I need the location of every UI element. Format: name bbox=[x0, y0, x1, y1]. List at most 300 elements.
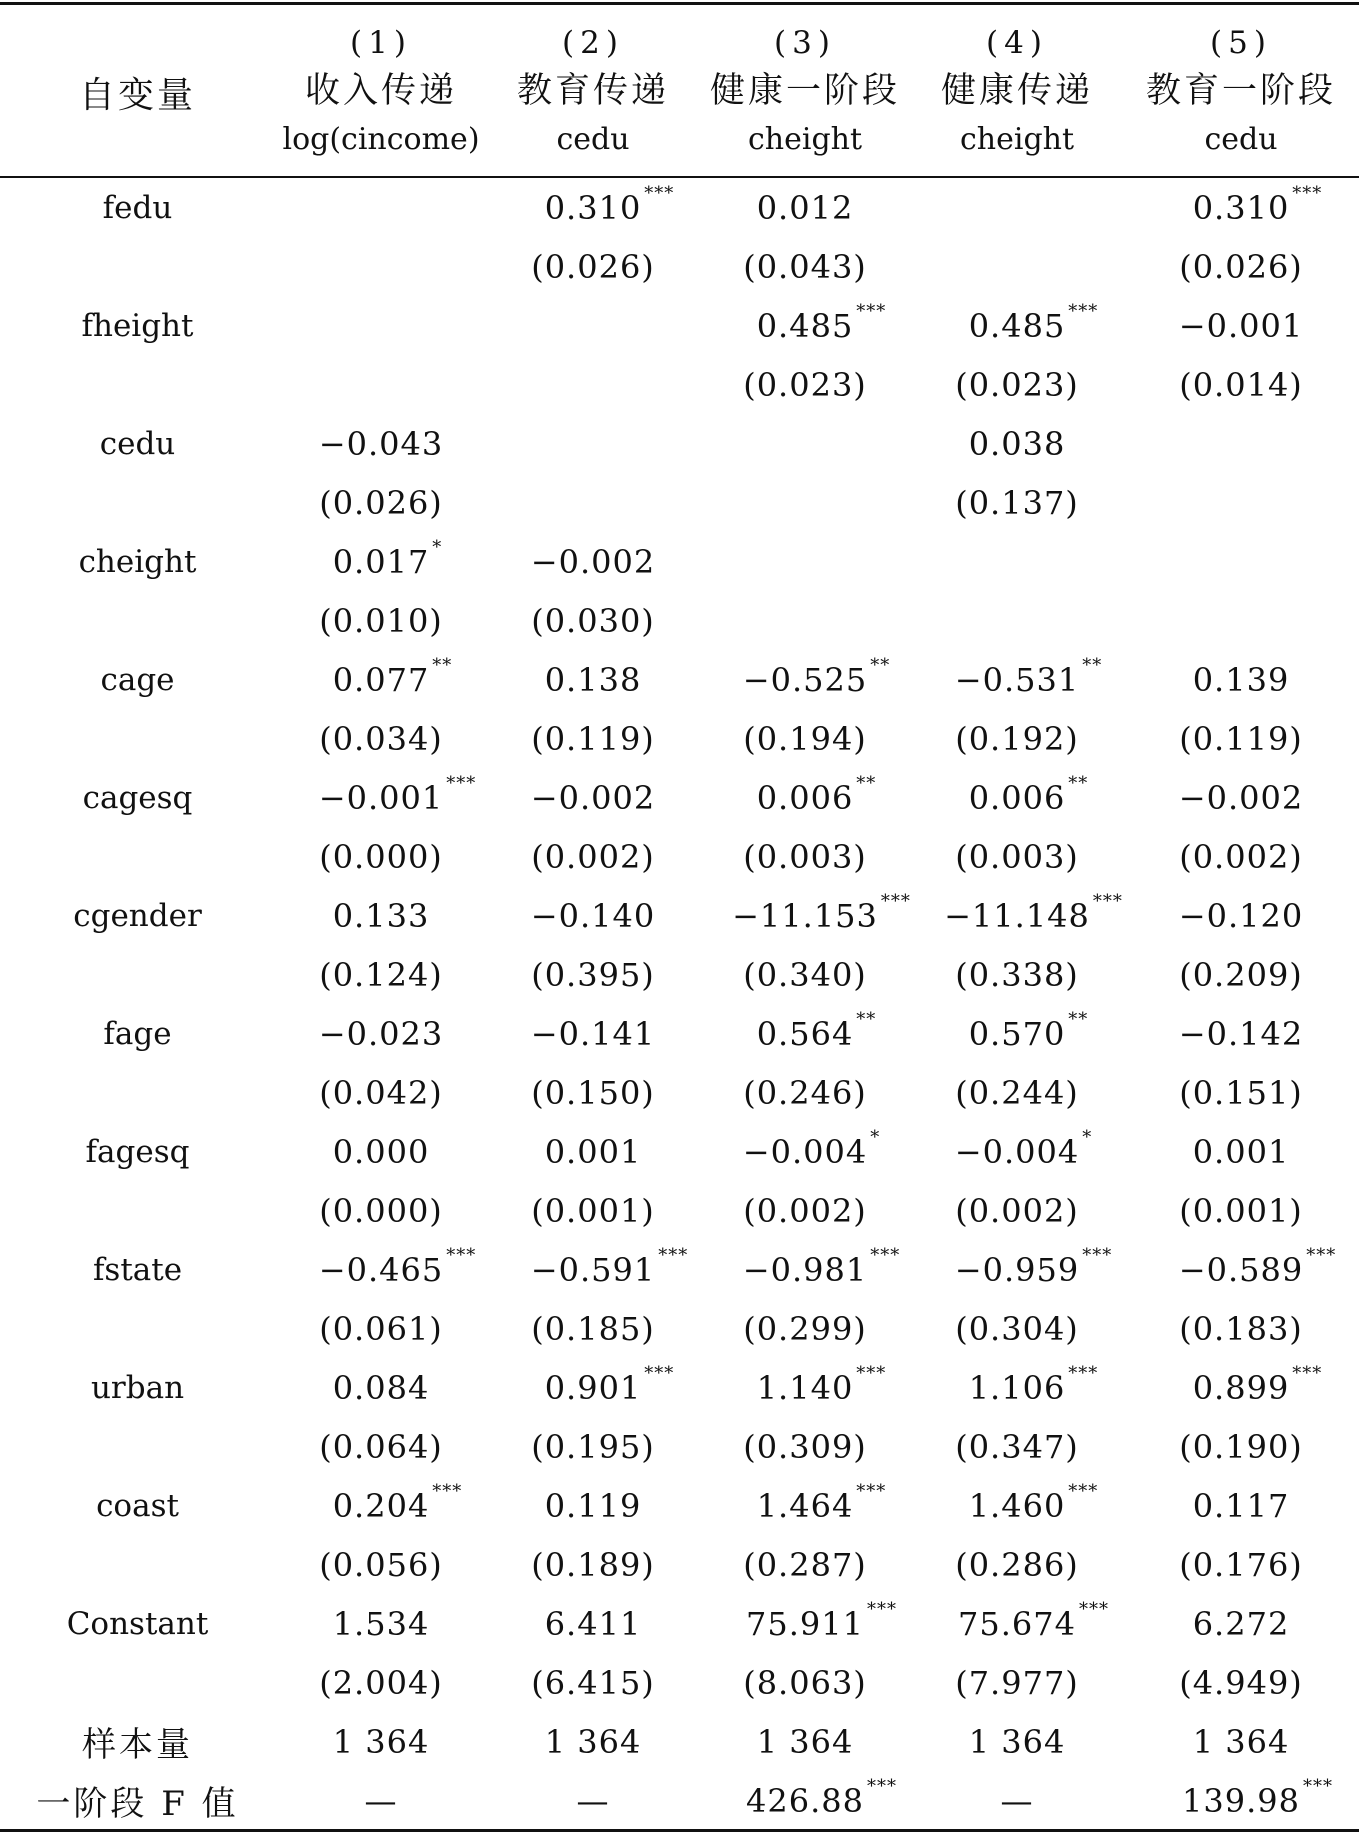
row-label-text: cage bbox=[100, 661, 175, 698]
standard-error-cell bbox=[1123, 945, 1359, 1004]
table-row-se bbox=[0, 1063, 1359, 1122]
coefficient-cell bbox=[487, 414, 699, 473]
significance-stars: *** bbox=[1068, 1362, 1099, 1384]
row-label-empty bbox=[0, 827, 275, 886]
standard-error-cell bbox=[487, 591, 699, 650]
standard-error-value: (0.299) bbox=[743, 1309, 867, 1348]
header-col-variable: log(cincome) bbox=[282, 122, 480, 157]
row-label bbox=[0, 296, 275, 355]
row-label-text: fheight bbox=[81, 307, 194, 344]
coefficient-cell bbox=[1123, 886, 1359, 945]
standard-error-value: (0.151) bbox=[1179, 1073, 1303, 1112]
coefficient-cell bbox=[699, 296, 911, 355]
table-row-coef bbox=[0, 886, 1359, 945]
coefficient-cell bbox=[1123, 1358, 1359, 1417]
coefficient-cell bbox=[699, 886, 911, 945]
row-label bbox=[0, 768, 275, 827]
header-col-name: 收入传递 bbox=[304, 71, 457, 111]
footer-value-cell bbox=[699, 1771, 911, 1830]
coefficient-cell bbox=[487, 178, 699, 237]
coefficient-cell bbox=[1123, 1004, 1359, 1063]
coefficient-value: 0.012 bbox=[756, 188, 854, 227]
standard-error-cell bbox=[487, 237, 699, 296]
standard-error-value: (0.119) bbox=[1179, 719, 1303, 758]
regression-table-body bbox=[0, 178, 1359, 1830]
standard-error-cell bbox=[487, 1417, 699, 1476]
table-row-coef bbox=[0, 178, 1359, 237]
row-label-text: urban bbox=[90, 1369, 185, 1406]
coefficient-value: −0.002 bbox=[1178, 778, 1304, 817]
coefficient-value: 0.006 ** bbox=[756, 772, 877, 817]
header-col-name: 教育传递 bbox=[516, 71, 669, 111]
header-col-variable: cedu bbox=[1204, 122, 1278, 157]
standard-error-cell bbox=[275, 1535, 487, 1594]
standard-error-value: (6.415) bbox=[531, 1663, 655, 1702]
standard-error-cell bbox=[911, 237, 1123, 296]
standard-error-value: (0.026) bbox=[531, 247, 655, 286]
standard-error-cell bbox=[275, 1653, 487, 1712]
header-col-number: (4) bbox=[986, 25, 1048, 61]
standard-error-value: (0.195) bbox=[531, 1427, 655, 1466]
coefficient-value: −0.465 *** bbox=[318, 1244, 477, 1289]
significance-stars: * bbox=[870, 1126, 881, 1148]
standard-error-cell bbox=[911, 1417, 1123, 1476]
standard-error-value: (0.183) bbox=[1179, 1309, 1303, 1348]
standard-error-cell bbox=[699, 1653, 911, 1712]
row-label bbox=[0, 414, 275, 473]
standard-error-cell bbox=[1123, 1653, 1359, 1712]
standard-error-cell bbox=[1123, 473, 1359, 532]
standard-error-value: (0.192) bbox=[955, 719, 1079, 758]
footer-label-text: 样本量 bbox=[82, 1725, 193, 1765]
table-row-coef bbox=[0, 650, 1359, 709]
standard-error-cell bbox=[911, 473, 1123, 532]
table-row-se bbox=[0, 1417, 1359, 1476]
row-label-empty bbox=[0, 237, 275, 296]
standard-error-cell bbox=[699, 237, 911, 296]
table-row-coef bbox=[0, 296, 1359, 355]
standard-error-value: (0.064) bbox=[319, 1427, 443, 1466]
coefficient-cell bbox=[1123, 1594, 1359, 1653]
coefficient-cell bbox=[911, 1594, 1123, 1653]
standard-error-value: (0.061) bbox=[319, 1309, 443, 1348]
table-row-footer bbox=[0, 1771, 1359, 1830]
coefficient-cell bbox=[699, 768, 911, 827]
coefficient-value: 6.411 bbox=[544, 1604, 642, 1643]
standard-error-cell bbox=[487, 1653, 699, 1712]
coefficient-value: 0.310 *** bbox=[1192, 182, 1323, 227]
standard-error-cell bbox=[911, 1063, 1123, 1122]
row-label-empty bbox=[0, 473, 275, 532]
standard-error-cell bbox=[487, 473, 699, 532]
coefficient-value: −0.023 bbox=[318, 1014, 444, 1053]
standard-error-value: (0.137) bbox=[955, 483, 1079, 522]
significance-stars: *** bbox=[1068, 300, 1099, 322]
row-label-empty bbox=[0, 1299, 275, 1358]
coefficient-value: 0.017 * bbox=[332, 536, 443, 581]
footer-value-cell bbox=[1123, 1771, 1359, 1830]
coefficient-value: −0.120 bbox=[1178, 896, 1304, 935]
header-col-3 bbox=[699, 8, 911, 176]
significance-stars: ** bbox=[432, 654, 453, 676]
footer-value-cell bbox=[487, 1712, 699, 1771]
standard-error-cell bbox=[275, 1181, 487, 1240]
coefficient-value: 0.901 *** bbox=[544, 1362, 675, 1407]
coefficient-value: −0.001 bbox=[1178, 306, 1304, 345]
coefficient-value: −0.589 *** bbox=[1178, 1244, 1337, 1289]
coefficient-cell bbox=[275, 296, 487, 355]
row-label-text: Constant bbox=[66, 1605, 209, 1642]
standard-error-cell bbox=[275, 473, 487, 532]
table-bottom-rule bbox=[0, 1829, 1359, 1832]
standard-error-cell bbox=[911, 591, 1123, 650]
coefficient-cell bbox=[487, 1594, 699, 1653]
standard-error-cell bbox=[1123, 237, 1359, 296]
coefficient-cell bbox=[1123, 178, 1359, 237]
standard-error-value: (0.042) bbox=[319, 1073, 443, 1112]
significance-stars: *** bbox=[1306, 1244, 1337, 1266]
coefficient-cell bbox=[275, 650, 487, 709]
significance-stars: *** bbox=[856, 1480, 887, 1502]
header-col-4 bbox=[911, 8, 1123, 176]
standard-error-cell bbox=[699, 1181, 911, 1240]
significance-stars: *** bbox=[880, 890, 911, 912]
coefficient-value: 1.460 *** bbox=[968, 1480, 1099, 1525]
standard-error-value: (0.340) bbox=[743, 955, 867, 994]
coefficient-cell bbox=[1123, 650, 1359, 709]
header-col-1 bbox=[275, 8, 487, 176]
header-col-number: (1) bbox=[350, 25, 412, 61]
standard-error-value: (0.026) bbox=[319, 483, 443, 522]
standard-error-value: (0.023) bbox=[743, 365, 867, 404]
standard-error-value: (0.395) bbox=[531, 955, 655, 994]
significance-stars: ** bbox=[870, 654, 891, 676]
standard-error-cell bbox=[911, 1181, 1123, 1240]
standard-error-value: (0.002) bbox=[531, 837, 655, 876]
header-col-variable: cheight bbox=[959, 122, 1075, 157]
row-label bbox=[0, 1122, 275, 1181]
coefficient-cell bbox=[1123, 1122, 1359, 1181]
header-row bbox=[0, 8, 1359, 176]
coefficient-value: 1.464 *** bbox=[756, 1480, 887, 1525]
coefficient-value: 0.204 *** bbox=[332, 1480, 463, 1525]
row-label-text: cgender bbox=[73, 897, 202, 934]
coefficient-cell bbox=[487, 768, 699, 827]
standard-error-cell bbox=[1123, 591, 1359, 650]
row-label-empty bbox=[0, 591, 275, 650]
standard-error-value: (0.003) bbox=[955, 837, 1079, 876]
table-row-coef bbox=[0, 1122, 1359, 1181]
coefficient-value: 1.106 *** bbox=[968, 1362, 1099, 1407]
footer-value-cell bbox=[911, 1712, 1123, 1771]
coefficient-value: 75.911 *** bbox=[746, 1598, 897, 1643]
significance-stars: ** bbox=[856, 1008, 877, 1030]
header-first-col-label: 自变量 bbox=[78, 74, 196, 116]
coefficient-cell bbox=[487, 1476, 699, 1535]
standard-error-value: (2.004) bbox=[319, 1663, 443, 1702]
standard-error-cell bbox=[911, 945, 1123, 1004]
standard-error-value: (0.010) bbox=[319, 601, 443, 640]
coefficient-cell bbox=[911, 178, 1123, 237]
coefficient-value: −11.153 *** bbox=[732, 890, 911, 935]
significance-stars: *** bbox=[856, 1362, 887, 1384]
row-label-empty bbox=[0, 709, 275, 768]
coefficient-value: — bbox=[576, 1781, 610, 1820]
coefficient-value: −0.043 bbox=[318, 424, 444, 463]
standard-error-value: (0.244) bbox=[955, 1073, 1079, 1112]
significance-stars: *** bbox=[446, 772, 477, 794]
standard-error-value: (0.026) bbox=[1179, 247, 1303, 286]
coefficient-value: 0.077 ** bbox=[332, 654, 453, 699]
coefficient-value: −0.140 bbox=[530, 896, 656, 935]
significance-stars: ** bbox=[856, 772, 877, 794]
standard-error-cell bbox=[699, 945, 911, 1004]
row-label-empty bbox=[0, 1653, 275, 1712]
coefficient-cell bbox=[487, 1122, 699, 1181]
table-row-se bbox=[0, 1181, 1359, 1240]
significance-stars: *** bbox=[1092, 890, 1123, 912]
header-col-name: 教育一阶段 bbox=[1145, 71, 1336, 111]
coefficient-cell bbox=[911, 1122, 1123, 1181]
standard-error-value: (0.014) bbox=[1179, 365, 1303, 404]
coefficient-cell bbox=[487, 1240, 699, 1299]
header-first-col bbox=[0, 8, 275, 176]
coefficient-cell bbox=[699, 1004, 911, 1063]
table-row-se bbox=[0, 945, 1359, 1004]
standard-error-value: (0.001) bbox=[531, 1191, 655, 1230]
coefficient-cell bbox=[275, 178, 487, 237]
significance-stars: *** bbox=[1292, 1362, 1323, 1384]
table-row-se bbox=[0, 1535, 1359, 1594]
coefficient-cell bbox=[911, 1240, 1123, 1299]
significance-stars: *** bbox=[1302, 1775, 1333, 1797]
coefficient-cell bbox=[275, 1594, 487, 1653]
coefficient-cell bbox=[1123, 532, 1359, 591]
standard-error-cell bbox=[911, 1535, 1123, 1594]
standard-error-value: (0.119) bbox=[531, 719, 655, 758]
table-row-coef bbox=[0, 532, 1359, 591]
coefficient-cell bbox=[487, 886, 699, 945]
standard-error-value: (0.124) bbox=[319, 955, 443, 994]
coefficient-cell bbox=[275, 1358, 487, 1417]
coefficient-value: 0.564 ** bbox=[756, 1008, 877, 1053]
table-top-rule bbox=[0, 2, 1359, 5]
coefficient-cell bbox=[911, 886, 1123, 945]
standard-error-cell bbox=[487, 355, 699, 414]
standard-error-value: (0.000) bbox=[319, 837, 443, 876]
standard-error-value: (0.176) bbox=[1179, 1545, 1303, 1584]
coefficient-value: 0.485 *** bbox=[756, 300, 887, 345]
standard-error-cell bbox=[487, 1535, 699, 1594]
footer-label bbox=[0, 1712, 275, 1771]
coefficient-value: 1 364 bbox=[756, 1722, 854, 1761]
coefficient-cell bbox=[699, 414, 911, 473]
table-row-se bbox=[0, 1653, 1359, 1712]
coefficient-value: 0.084 bbox=[332, 1368, 430, 1407]
coefficient-cell bbox=[1123, 414, 1359, 473]
standard-error-value: (0.286) bbox=[955, 1545, 1079, 1584]
table-row-se bbox=[0, 827, 1359, 886]
standard-error-cell bbox=[275, 355, 487, 414]
header-col-variable: cheight bbox=[747, 122, 863, 157]
coefficient-value: −0.981 *** bbox=[742, 1244, 901, 1289]
row-label bbox=[0, 886, 275, 945]
coefficient-value: 426.88 *** bbox=[746, 1775, 897, 1820]
table-row-se bbox=[0, 237, 1359, 296]
significance-stars: *** bbox=[1068, 1480, 1099, 1502]
standard-error-value: (0.056) bbox=[319, 1545, 443, 1584]
coefficient-value: 75.674 *** bbox=[958, 1598, 1109, 1643]
significance-stars: *** bbox=[866, 1598, 897, 1620]
coefficient-cell bbox=[911, 1358, 1123, 1417]
standard-error-value: (0.309) bbox=[743, 1427, 867, 1466]
coefficient-value: 1 364 bbox=[544, 1722, 642, 1761]
footer-label-text: 一阶段 F 值 bbox=[36, 1784, 239, 1824]
header-col-2 bbox=[487, 8, 699, 176]
standard-error-value: (0.003) bbox=[743, 837, 867, 876]
coefficient-cell bbox=[699, 532, 911, 591]
standard-error-cell bbox=[275, 237, 487, 296]
standard-error-cell bbox=[1123, 355, 1359, 414]
coefficient-value: 0.001 bbox=[1192, 1132, 1290, 1171]
coefficient-value: −0.142 bbox=[1178, 1014, 1304, 1053]
coefficient-value: 1 364 bbox=[968, 1722, 1066, 1761]
coefficient-cell bbox=[911, 414, 1123, 473]
significance-stars: ** bbox=[1068, 1008, 1089, 1030]
footer-label bbox=[0, 1771, 275, 1830]
standard-error-cell bbox=[911, 355, 1123, 414]
table-row-se bbox=[0, 709, 1359, 768]
standard-error-cell bbox=[275, 591, 487, 650]
significance-stars: *** bbox=[658, 1244, 689, 1266]
coefficient-cell bbox=[911, 768, 1123, 827]
standard-error-cell bbox=[275, 1063, 487, 1122]
row-label bbox=[0, 532, 275, 591]
footer-value-cell bbox=[275, 1712, 487, 1771]
header-col-5 bbox=[1123, 8, 1359, 176]
coefficient-value: 0.138 bbox=[544, 660, 642, 699]
coefficient-cell bbox=[487, 532, 699, 591]
standard-error-cell bbox=[699, 827, 911, 886]
coefficient-value: 1.140 *** bbox=[756, 1362, 887, 1407]
standard-error-cell bbox=[275, 709, 487, 768]
standard-error-cell bbox=[1123, 1299, 1359, 1358]
coefficient-cell bbox=[487, 1358, 699, 1417]
standard-error-value: (0.304) bbox=[955, 1309, 1079, 1348]
coefficient-value: 1 364 bbox=[1192, 1722, 1290, 1761]
table-row-coef bbox=[0, 1004, 1359, 1063]
standard-error-cell bbox=[1123, 1181, 1359, 1240]
header-col-number: (2) bbox=[562, 25, 624, 61]
coefficient-cell bbox=[275, 886, 487, 945]
standard-error-cell bbox=[911, 1653, 1123, 1712]
header-col-name: 健康一阶段 bbox=[709, 71, 900, 111]
coefficient-cell bbox=[699, 1476, 911, 1535]
row-label-text: coast bbox=[96, 1487, 179, 1524]
coefficient-value: −0.531 ** bbox=[954, 654, 1103, 699]
coefficient-cell bbox=[699, 178, 911, 237]
footer-value-cell bbox=[1123, 1712, 1359, 1771]
standard-error-cell bbox=[1123, 1417, 1359, 1476]
standard-error-cell bbox=[275, 1417, 487, 1476]
coefficient-value: −0.959 *** bbox=[954, 1244, 1113, 1289]
row-label bbox=[0, 650, 275, 709]
standard-error-value: (0.023) bbox=[955, 365, 1079, 404]
table-row-coef bbox=[0, 414, 1359, 473]
row-label bbox=[0, 1476, 275, 1535]
significance-stars: *** bbox=[866, 1775, 897, 1797]
significance-stars: *** bbox=[644, 1362, 675, 1384]
standard-error-value: (0.002) bbox=[955, 1191, 1079, 1230]
footer-value-cell bbox=[911, 1771, 1123, 1830]
coefficient-cell bbox=[911, 1004, 1123, 1063]
standard-error-cell bbox=[487, 709, 699, 768]
coefficient-cell bbox=[911, 296, 1123, 355]
header-col-number: (3) bbox=[774, 25, 836, 61]
row-label-text: fagesq bbox=[85, 1133, 190, 1170]
coefficient-cell bbox=[487, 296, 699, 355]
row-label-text: cedu bbox=[99, 425, 176, 462]
significance-stars: * bbox=[432, 536, 443, 558]
row-label bbox=[0, 1358, 275, 1417]
header-col-name: 健康传递 bbox=[940, 71, 1093, 111]
standard-error-cell bbox=[275, 1299, 487, 1358]
coefficient-cell bbox=[275, 414, 487, 473]
coefficient-cell bbox=[487, 650, 699, 709]
coefficient-cell bbox=[1123, 768, 1359, 827]
significance-stars: *** bbox=[446, 1244, 477, 1266]
significance-stars: *** bbox=[870, 1244, 901, 1266]
row-label-empty bbox=[0, 1181, 275, 1240]
standard-error-cell bbox=[699, 1535, 911, 1594]
significance-stars: *** bbox=[1078, 1598, 1109, 1620]
table-row-coef bbox=[0, 1476, 1359, 1535]
standard-error-value: (0.034) bbox=[319, 719, 443, 758]
coefficient-value: 0.117 bbox=[1192, 1486, 1290, 1525]
coefficient-cell bbox=[1123, 1240, 1359, 1299]
standard-error-cell bbox=[487, 1181, 699, 1240]
standard-error-cell bbox=[699, 1417, 911, 1476]
standard-error-value: (0.150) bbox=[531, 1073, 655, 1112]
standard-error-cell bbox=[1123, 827, 1359, 886]
row-label bbox=[0, 178, 275, 237]
standard-error-cell bbox=[699, 591, 911, 650]
row-label-empty bbox=[0, 945, 275, 1004]
standard-error-cell bbox=[1123, 1535, 1359, 1594]
coefficient-value: — bbox=[1000, 1781, 1034, 1820]
coefficient-cell bbox=[275, 1122, 487, 1181]
footer-value-cell bbox=[275, 1771, 487, 1830]
coefficient-cell bbox=[275, 532, 487, 591]
significance-stars: ** bbox=[1082, 654, 1103, 676]
row-label-text: fstate bbox=[92, 1251, 183, 1288]
coefficient-cell bbox=[911, 532, 1123, 591]
footer-value-cell bbox=[487, 1771, 699, 1830]
standard-error-value: (0.043) bbox=[743, 247, 867, 286]
coefficient-value: — bbox=[364, 1781, 398, 1820]
standard-error-cell bbox=[699, 709, 911, 768]
standard-error-value: (0.287) bbox=[743, 1545, 867, 1584]
coefficient-value: 0.485 *** bbox=[968, 300, 1099, 345]
standard-error-cell bbox=[275, 827, 487, 886]
standard-error-cell bbox=[699, 1299, 911, 1358]
row-label-text: cagesq bbox=[82, 779, 193, 816]
row-label-text: fage bbox=[103, 1015, 172, 1052]
standard-error-cell bbox=[487, 1063, 699, 1122]
table-row-se bbox=[0, 591, 1359, 650]
coefficient-value: 0.119 bbox=[544, 1486, 642, 1525]
standard-error-value: (8.063) bbox=[743, 1663, 867, 1702]
